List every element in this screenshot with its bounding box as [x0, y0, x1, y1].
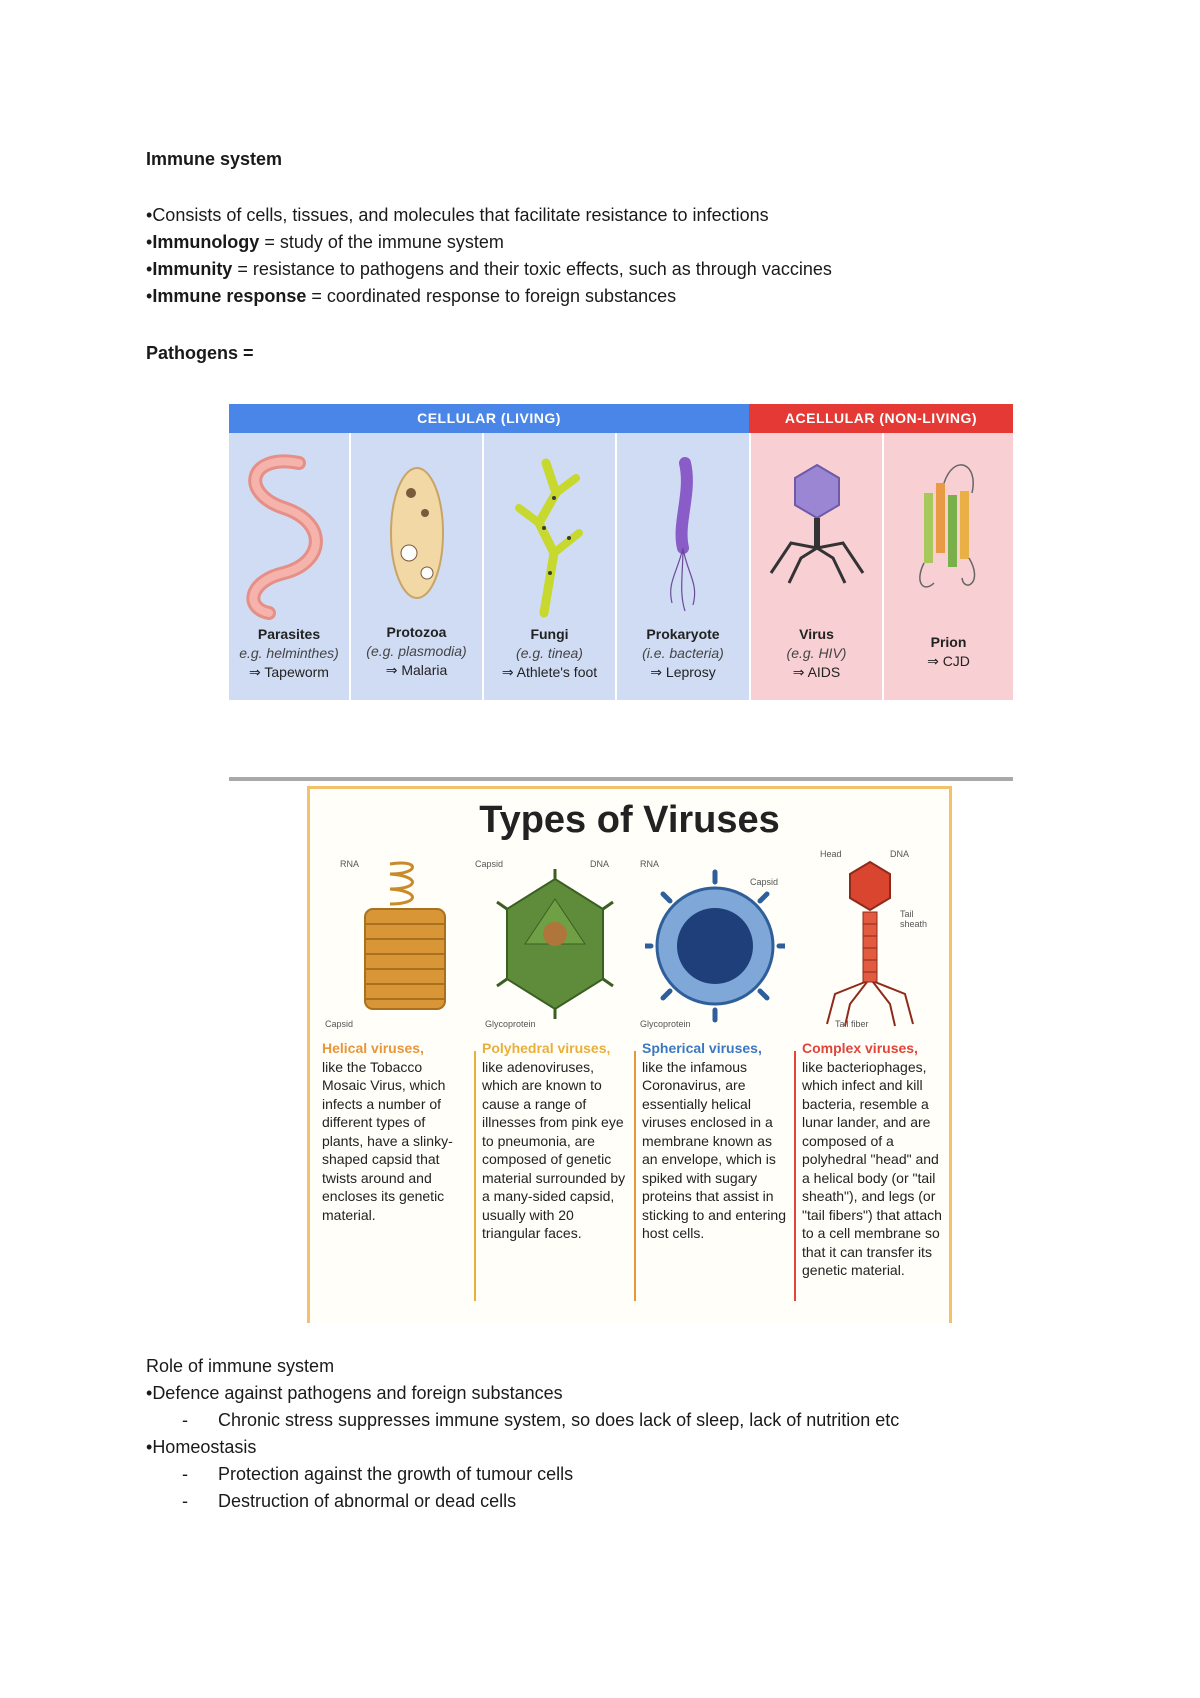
types-of-viruses-figure [307, 786, 952, 1323]
role-section [146, 1353, 899, 1515]
label-tail-sheath: Tail sheath [900, 909, 928, 929]
spherical-description: Spherical viruses, like the infamous Coronavirus, are essentially helical viruses enclosed in a membrane known as an envelope, which is spiked with sugary proteins that assist in sticking to and entering host cells. [642, 1040, 786, 1241]
label-head: Head [820, 849, 842, 859]
bacterium-icon [617, 433, 751, 623]
prion-cell [882, 433, 1013, 700]
bullet-homeostasis: •Homeostasis [146, 1437, 257, 1457]
fungi-cell [482, 433, 615, 700]
worm-icon [229, 433, 349, 623]
sub-bullet-abnormal-cells: - Destruction of abnormal or dead cells [182, 1491, 517, 1511]
helical-virus-icon [350, 854, 460, 1029]
virus-cell [749, 433, 882, 700]
pathogen-figure [229, 404, 1013, 700]
role-heading: Role of immune system [146, 1356, 335, 1376]
parasites-label: Parasites e.g. helminthes) ⇒ Tapeworm [239, 626, 339, 680]
page-title: Immune system [146, 149, 283, 169]
bullet-immunity: •Immunity = resistance to pathogens and their toxic effects, such as through vaccines [146, 259, 832, 279]
complex-description: Complex viruses, like bacteriophages, which infect and kill bacteria, resemble a lunar lander, and are composed of a polyhedral "head" and a helical body (or "tail sheath"), and legs (or "tail fibers") that attach to a cell membrane so that it can transfer its genetic material. [802, 1040, 942, 1278]
prion-label: Prion ⇒ CJD [927, 634, 970, 669]
label-dna-polyhedral: DNA [590, 859, 610, 869]
acellular-header: ACELLULAR (NON-LIVING) [749, 404, 1013, 433]
separator-line [474, 1051, 476, 1301]
bullet-immune-response: •Immune response = coordinated response to foreign substances [146, 286, 677, 306]
complex-virus-icon [815, 854, 925, 1029]
label-rna-helical: RNA [340, 859, 360, 869]
label-capsid-helical: Capsid [325, 1019, 354, 1029]
intro-bullet-list [146, 202, 832, 310]
label-capsid-spherical: Capsid [750, 877, 779, 887]
helical-description: Helical viruses, like the Tobacco Mosaic Virus, which infects a number of different types of plants, have a slinky-shaped capsid that twists around and encloses its genetic material. [322, 1040, 453, 1223]
separator-line [794, 1051, 796, 1301]
prokaryote-cell [615, 433, 749, 700]
sub-bullet-stress: - Chronic stress suppresses immune system, so does lack of sleep, lack of nutrition etc [182, 1410, 900, 1430]
sub-bullet-tumour: - Protection against the growth of tumour cells [182, 1464, 574, 1484]
bullet-immunology: •Immunology = study of the immune system [146, 232, 504, 252]
label-rna-spherical: RNA [640, 859, 660, 869]
prokaryote-label: Prokaryote (i.e. bacteria) ⇒ Leprosy [642, 626, 724, 680]
label-dna-complex: DNA [890, 849, 910, 859]
fungi-icon [484, 433, 617, 623]
label-glycoprotein-polyhedral: Glycoprotein [485, 1019, 536, 1029]
figure-divider [229, 777, 1013, 781]
spherical-virus-icon [645, 864, 785, 1029]
separator-line [634, 1051, 636, 1301]
pathogens-label: Pathogens = [146, 343, 254, 363]
label-glycoprotein-spherical: Glycoprotein [640, 1019, 691, 1029]
bullet-consists: •Consists of cells, tissues, and molecules that facilitate resistance to infections [146, 205, 769, 225]
protozoa-label: Protozoa (e.g. plasmodia) ⇒ Malaria [366, 624, 467, 678]
bacteriophage-icon [751, 433, 884, 623]
polyhedral-description: Polyhedral viruses, like adenoviruses, which are known to cause a range of illnesses from pink eye to pneumonia, are composed of genetic material surrounded by a many-sided capsid, usually with 20 triangular faces. [482, 1040, 626, 1241]
prion-protein-icon [884, 433, 1015, 623]
cellular-header: CELLULAR (LIVING) [229, 404, 749, 433]
bullet-defence: •Defence against pathogens and foreign substances [146, 1383, 563, 1403]
protozoa-icon [351, 433, 484, 623]
label-capsid-polyhedral: Capsid [475, 859, 504, 869]
label-tail-fiber: Tail fiber [835, 1019, 869, 1029]
protozoa-cell [349, 433, 482, 700]
parasites-cell [229, 433, 349, 700]
virus-figure-title: Types of Viruses [479, 799, 780, 841]
fungi-label: Fungi (e.g. tinea) ⇒ Athlete's foot [501, 626, 598, 680]
polyhedral-virus-icon [495, 864, 615, 1029]
virus-label: Virus (e.g. HIV) ⇒ AIDS [786, 626, 847, 680]
